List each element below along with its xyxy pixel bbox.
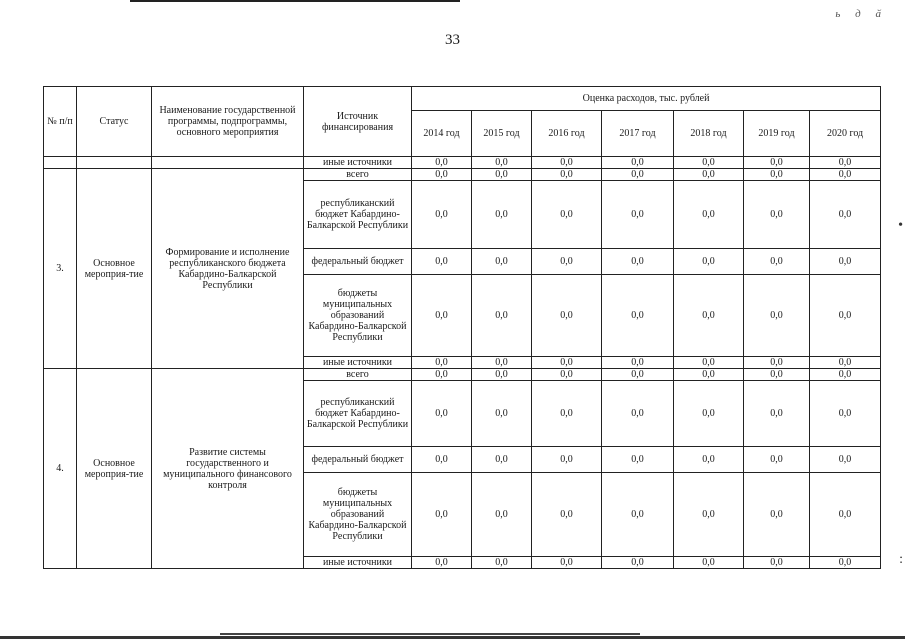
cell-value: 0,0	[744, 357, 810, 369]
cell-value: 0,0	[472, 473, 532, 557]
cell-value: 0,0	[810, 447, 881, 473]
cell-value: 0,0	[602, 169, 674, 181]
cell-value: 0,0	[744, 473, 810, 557]
budget-table	[43, 86, 881, 569]
header-year: 2016 год	[532, 111, 602, 157]
cell-value: 0,0	[674, 369, 744, 381]
scan-artifact-top	[130, 0, 460, 2]
cell-value: 0,0	[472, 381, 532, 447]
cell-value: 0,0	[532, 249, 602, 275]
cell-value: 0,0	[602, 557, 674, 569]
cell-status: Основное мероприя-тие	[77, 369, 152, 569]
cell-value: 0,0	[472, 181, 532, 249]
cell-source: бюджеты муниципальных образований Кабардино-Балкарской Республики	[304, 473, 412, 557]
cell-value: 0,0	[602, 249, 674, 275]
cell-value: 0,0	[602, 275, 674, 357]
cell-measure-name: Формирование и исполнение республиканского бюджета Кабардино-Балкарской Республики	[152, 169, 304, 369]
cell-value: 0,0	[472, 557, 532, 569]
cell-value: 0,0	[532, 169, 602, 181]
page-number: 33	[445, 32, 460, 48]
cell-source: иные источники	[304, 557, 412, 569]
cell-value: 0,0	[412, 357, 472, 369]
cell-value: 0,0	[472, 447, 532, 473]
cell-value: 0,0	[532, 447, 602, 473]
cell-source: всего	[304, 169, 412, 181]
cell-value: 0,0	[674, 473, 744, 557]
cell-value: 0,0	[532, 181, 602, 249]
cell-value: 0,0	[674, 381, 744, 447]
cell-value: 0,0	[412, 181, 472, 249]
cell-source: иные источники	[304, 157, 412, 169]
header-year: 2014 год	[412, 111, 472, 157]
cell-value: 0,0	[744, 249, 810, 275]
cell-value: 0,0	[602, 369, 674, 381]
cell-value: 0,0	[532, 557, 602, 569]
edge-mark: •	[898, 218, 903, 233]
cell-value: 0,0	[744, 369, 810, 381]
cell-value: 0,0	[532, 381, 602, 447]
cell-value: 0,0	[602, 381, 674, 447]
cell-value: 0,0	[412, 169, 472, 181]
cell-value: 0,0	[472, 157, 532, 169]
cell-value: 0,0	[412, 157, 472, 169]
cell-value: 0,0	[412, 275, 472, 357]
cell-source: республиканский бюджет Кабардино-Балкарской Республики	[304, 181, 412, 249]
cell-value: 0,0	[532, 369, 602, 381]
cell-value: 0,0	[674, 169, 744, 181]
cell-value: 0,0	[810, 557, 881, 569]
header-year: 2017 год	[602, 111, 674, 157]
cell-value: 0,0	[810, 181, 881, 249]
scan-artifact-bottom	[220, 633, 640, 635]
cell-value: 0,0	[472, 249, 532, 275]
header-source: Источник финансирования	[304, 87, 412, 157]
table-row	[44, 157, 881, 169]
table-body	[44, 157, 881, 569]
table-row	[44, 169, 881, 181]
cell-value: 0,0	[810, 275, 881, 357]
cell-value: 0,0	[674, 557, 744, 569]
cell-source: федеральный бюджет	[304, 447, 412, 473]
cell-value: 0,0	[810, 157, 881, 169]
cell-source: республиканский бюджет Кабардино-Балкарской Республики	[304, 381, 412, 447]
cell-value: 0,0	[412, 447, 472, 473]
cell-value: 0,0	[412, 369, 472, 381]
cell-value: 0,0	[412, 381, 472, 447]
header-year: 2015 год	[472, 111, 532, 157]
cell-empty	[152, 157, 304, 169]
cell-value: 0,0	[744, 557, 810, 569]
cell-value: 0,0	[744, 275, 810, 357]
cell-measure-name: Развитие системы государственного и муниципального финансового контроля	[152, 369, 304, 569]
cell-value: 0,0	[472, 275, 532, 357]
cell-value: 0,0	[472, 369, 532, 381]
cell-value: 0,0	[674, 249, 744, 275]
cell-value: 0,0	[532, 473, 602, 557]
cell-value: 0,0	[674, 275, 744, 357]
cell-status: Основное мероприя-тие	[77, 169, 152, 369]
cell-value: 0,0	[744, 181, 810, 249]
cell-value: 0,0	[744, 169, 810, 181]
cell-value: 0,0	[412, 557, 472, 569]
cell-row-number: 4.	[44, 369, 77, 569]
header-year: 2019 год	[744, 111, 810, 157]
cell-value: 0,0	[810, 381, 881, 447]
header-num: № п/п	[44, 87, 77, 157]
cell-value: 0,0	[744, 447, 810, 473]
table-header	[44, 87, 881, 157]
cell-source: бюджеты муниципальных образований Кабардино-Балкарской Республики	[304, 275, 412, 357]
scan-artifact-bottom-edge	[0, 636, 905, 639]
cell-value: 0,0	[532, 357, 602, 369]
cell-value: 0,0	[602, 447, 674, 473]
cell-value: 0,0	[810, 249, 881, 275]
cell-empty	[44, 157, 77, 169]
cell-value: 0,0	[810, 357, 881, 369]
header-year: 2018 год	[674, 111, 744, 157]
cell-source: федеральный бюджет	[304, 249, 412, 275]
cell-row-number: 3.	[44, 169, 77, 369]
cell-value: 0,0	[602, 473, 674, 557]
cell-value: 0,0	[532, 275, 602, 357]
cell-value: 0,0	[602, 157, 674, 169]
cell-value: 0,0	[532, 157, 602, 169]
cell-value: 0,0	[602, 181, 674, 249]
header-status: Статус	[77, 87, 152, 157]
cell-value: 0,0	[472, 357, 532, 369]
cell-value: 0,0	[810, 369, 881, 381]
cell-value: 0,0	[674, 181, 744, 249]
cell-source: всего	[304, 369, 412, 381]
cell-value: 0,0	[674, 157, 744, 169]
cell-value: 0,0	[744, 157, 810, 169]
cell-value: 0,0	[674, 357, 744, 369]
edge-mark: :	[899, 552, 903, 567]
table-row	[44, 369, 881, 381]
header-expense-group: Оценка расходов, тыс. рублей	[412, 87, 881, 111]
corner-mark: ь д ӑ	[835, 8, 887, 20]
header-name: Наименование государственной программы, подпрограммы, основного мероприятия	[152, 87, 304, 157]
cell-value: 0,0	[472, 169, 532, 181]
cell-value: 0,0	[744, 381, 810, 447]
cell-value: 0,0	[602, 357, 674, 369]
cell-value: 0,0	[810, 473, 881, 557]
cell-value: 0,0	[674, 447, 744, 473]
header-year: 2020 год	[810, 111, 881, 157]
cell-value: 0,0	[412, 249, 472, 275]
cell-value: 0,0	[412, 473, 472, 557]
cell-source: иные источники	[304, 357, 412, 369]
cell-empty	[77, 157, 152, 169]
cell-value: 0,0	[810, 169, 881, 181]
